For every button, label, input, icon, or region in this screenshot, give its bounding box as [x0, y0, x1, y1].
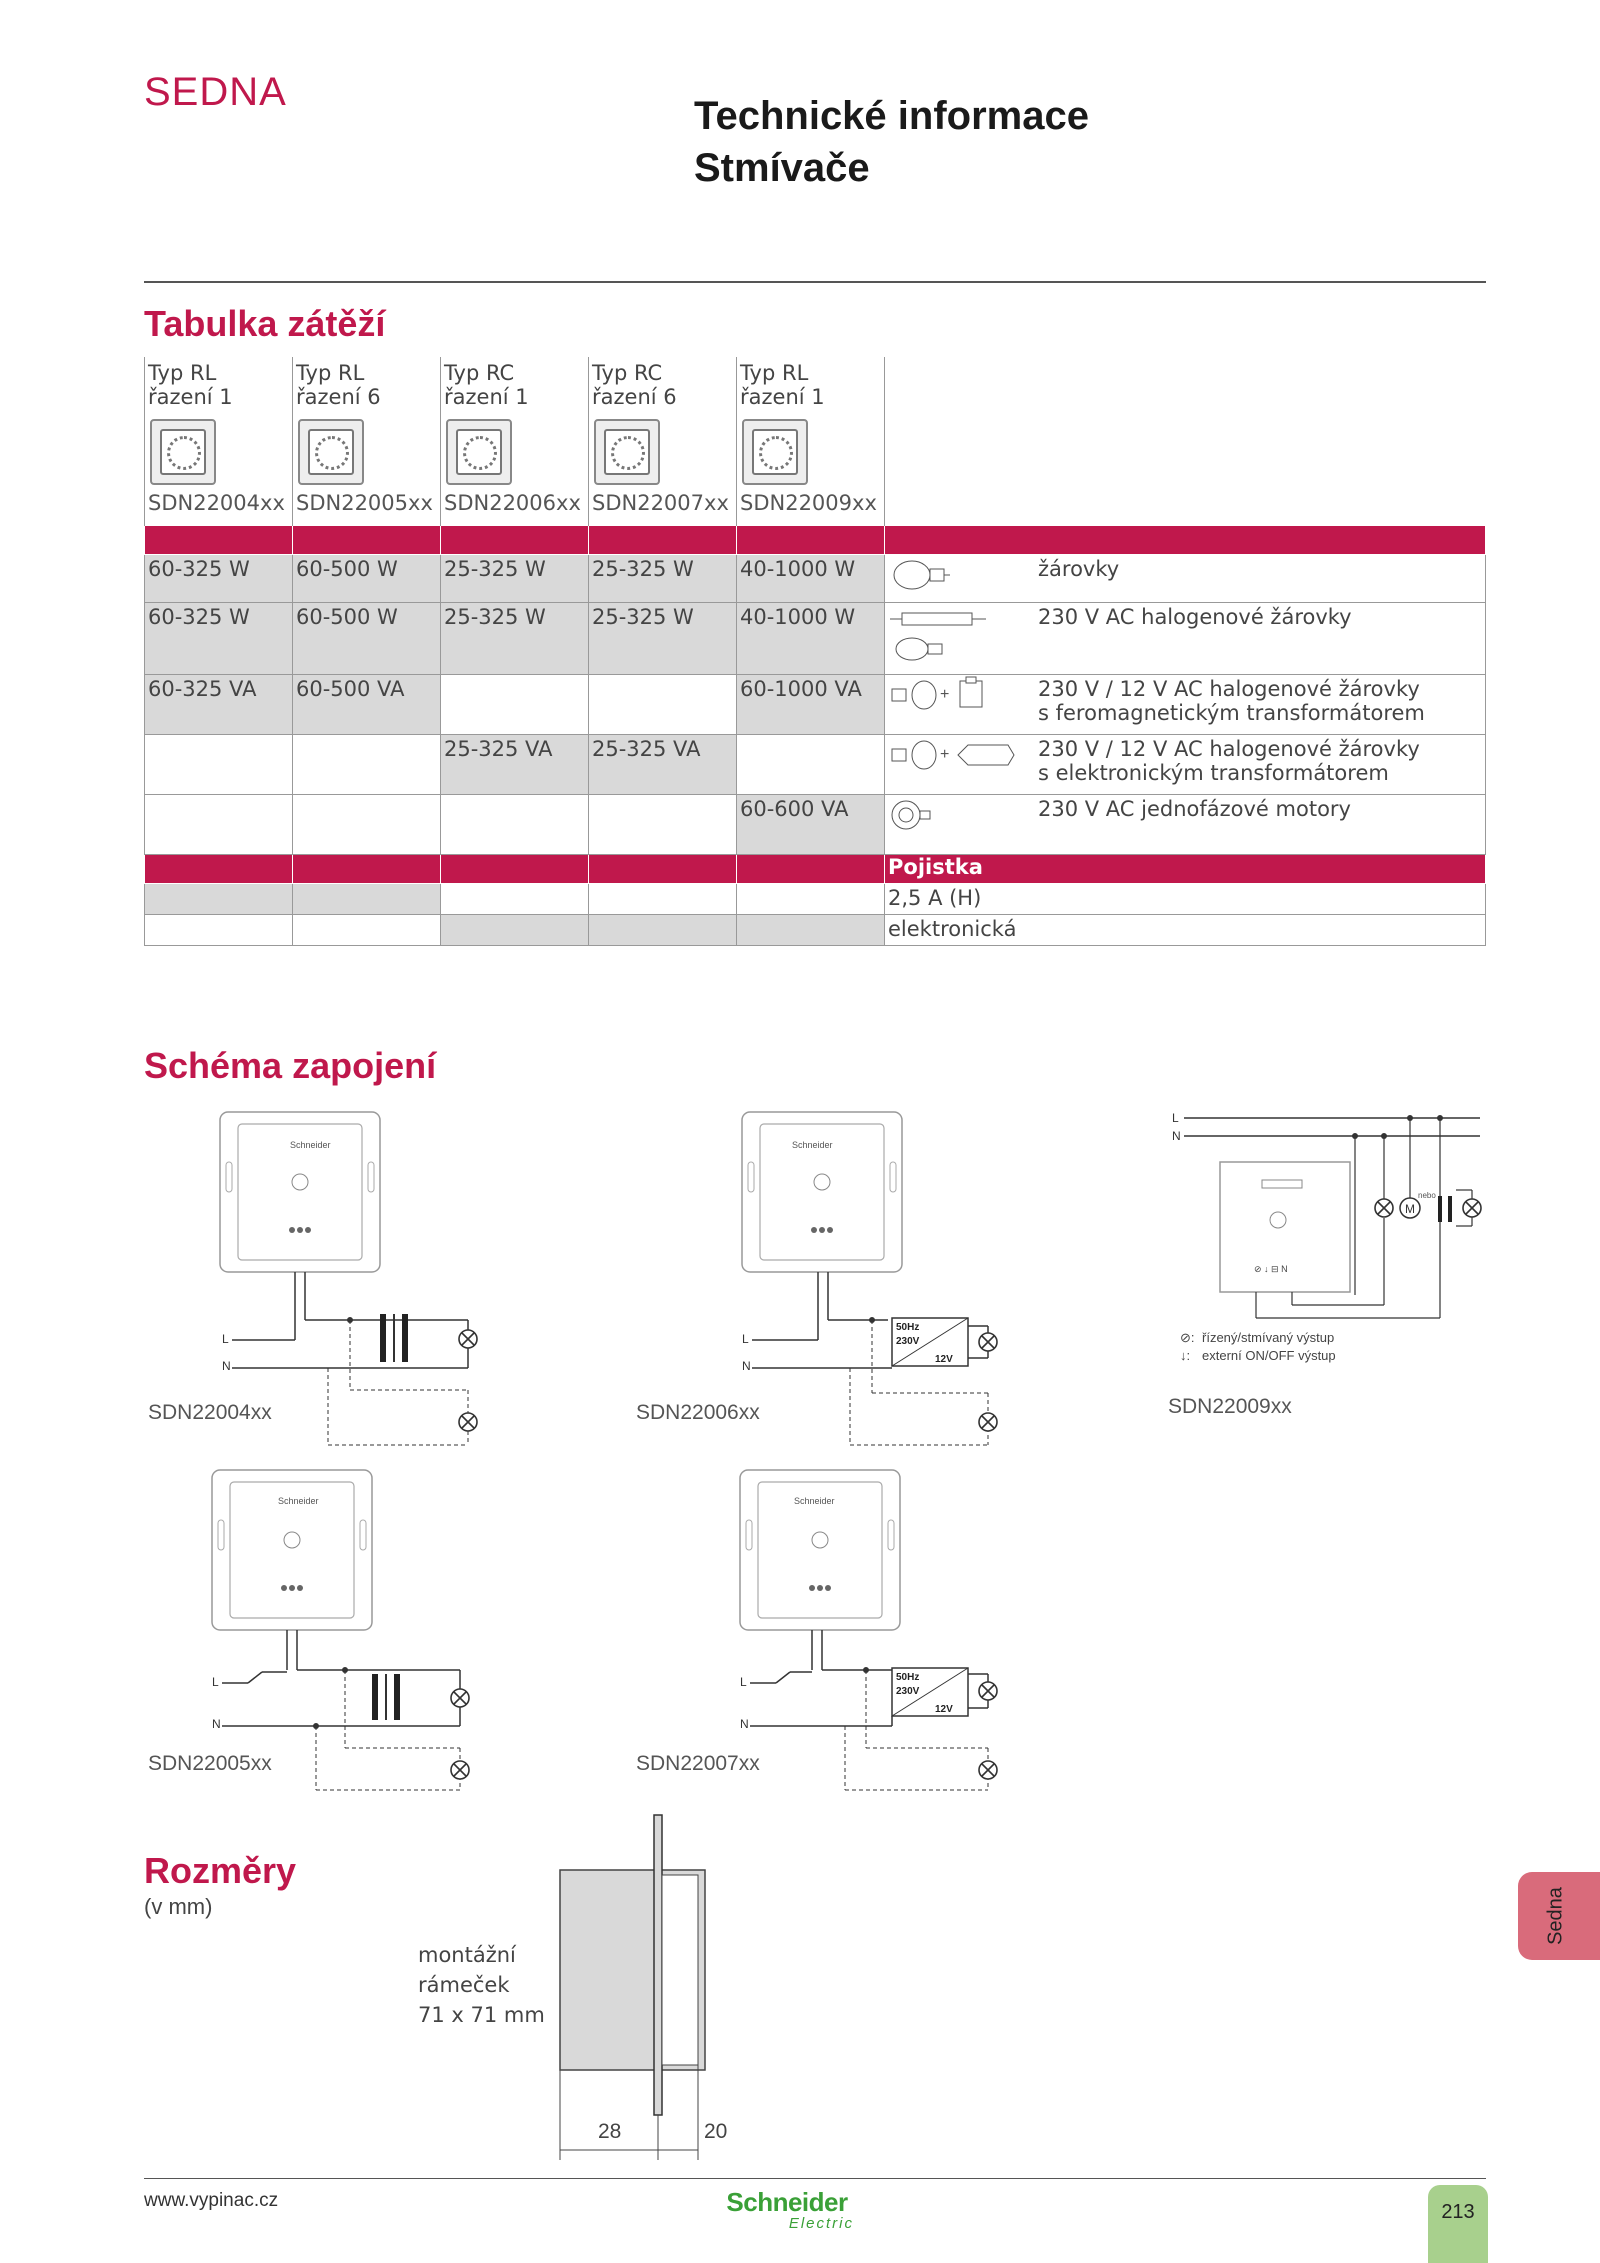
load-value — [441, 795, 589, 855]
load-value: 60-600 VA — [737, 795, 885, 855]
svg-text:M: M — [1405, 1202, 1415, 1216]
svg-text:Schneider: Schneider — [278, 1496, 319, 1506]
dimension-drawing — [550, 1815, 728, 2160]
load-header-bar — [145, 526, 1486, 555]
table-row — [145, 675, 1486, 735]
diagram-sdn22004 — [220, 1112, 477, 1445]
svg-text:L: L — [212, 1675, 219, 1689]
column-header-5 — [737, 357, 885, 526]
load-description: 230 V AC jednofázové motory — [885, 795, 1486, 855]
load-value — [589, 675, 737, 735]
load-value: 25-325 VA — [589, 735, 737, 795]
load-value: 60-500 VA — [293, 675, 441, 735]
load-table-heading: Tabulka zátěží — [144, 303, 386, 344]
dimensions-heading: Rozměry — [144, 1850, 297, 1891]
svg-text:Schneider: Schneider — [290, 1140, 331, 1150]
frame-caption: montážní rámeček 71 x 71 mm — [418, 1943, 545, 2027]
diagram-label-sdn22009: SDN22009xx — [1168, 1395, 1292, 1418]
brand-name: SEDNA — [144, 70, 287, 114]
column-mode: řazení 1 — [148, 385, 233, 409]
diagram-sdn22006 — [742, 1112, 997, 1445]
column-mode: řazení 6 — [296, 385, 381, 409]
dimmer-icon — [446, 419, 512, 485]
title-line-1: Technické informace — [694, 94, 1089, 138]
fuse-header-bar — [145, 855, 1486, 884]
table-row — [145, 795, 1486, 855]
svg-text:⊘:: ⊘: — [1180, 1330, 1195, 1345]
load-value: 60-325 W — [145, 603, 293, 675]
dimmer-icon — [150, 419, 216, 485]
column-mode: řazení 1 — [444, 385, 529, 409]
diagram-label-sdn22004: SDN22004xx — [148, 1401, 272, 1424]
svg-text:N: N — [212, 1717, 221, 1731]
load-value — [145, 795, 293, 855]
svg-text:N: N — [1172, 1129, 1181, 1143]
load-value: 25-325 W — [441, 555, 589, 603]
load-value: 25-325 VA — [441, 735, 589, 795]
dimmer-icon — [298, 419, 364, 485]
diagram-label-sdn22007: SDN22007xx — [636, 1752, 760, 1775]
load-value: 60-500 W — [293, 603, 441, 675]
svg-text:Schneider: Schneider — [794, 1496, 835, 1506]
wiring-heading: Schéma zapojení — [144, 1045, 437, 1086]
svg-text:12V: 12V — [935, 1354, 953, 1365]
column-code: SDN22004xx — [148, 491, 285, 515]
svg-text:+: + — [940, 686, 950, 703]
diagram-label-sdn22005: SDN22005xx — [148, 1752, 272, 1775]
column-code: SDN22005xx — [296, 491, 433, 515]
load-description: + 230 V / 12 V AC halogenové žárovky s elektronickým transformátorem — [885, 735, 1486, 795]
side-tab-label: Sedna — [1544, 1887, 1567, 1945]
column-type: Typ RL — [296, 361, 365, 385]
column-code: SDN22006xx — [444, 491, 581, 515]
incandescent-bulb-icon — [888, 557, 1028, 598]
svg-text:L: L — [1172, 1111, 1179, 1125]
svg-text:L: L — [222, 1332, 229, 1346]
load-value — [145, 735, 293, 795]
load-value: 40-1000 W — [737, 555, 885, 603]
dimmer-icon — [594, 419, 660, 485]
load-value — [589, 795, 737, 855]
load-value: 60-325 VA — [145, 675, 293, 735]
column-header-3 — [441, 357, 589, 526]
svg-text:Schneider: Schneider — [792, 1140, 833, 1150]
load-value: 60-1000 VA — [737, 675, 885, 735]
column-mode: řazení 6 — [592, 385, 677, 409]
page-number: 213 — [1428, 2185, 1488, 2263]
table-row — [145, 603, 1486, 675]
load-value: 60-325 W — [145, 555, 293, 603]
title-line-2: Stmívače — [694, 146, 870, 190]
svg-text:N: N — [742, 1359, 751, 1373]
load-description: žárovky — [885, 555, 1486, 603]
svg-text:nebo: nebo — [1418, 1191, 1436, 1200]
load-value — [737, 735, 885, 795]
column-code: SDN22007xx — [592, 491, 729, 515]
footer-url[interactable]: www.vypinac.cz — [144, 2190, 279, 2211]
fuse-label: elektronická — [885, 915, 1486, 946]
column-header-2 — [293, 357, 441, 526]
load-value: 25-325 W — [589, 603, 737, 675]
table-row — [145, 735, 1486, 795]
diagram-sdn22005 — [212, 1470, 469, 1790]
halogen-lamp-icon — [888, 605, 1028, 670]
diagram-sdn22009 — [1172, 1111, 1481, 1363]
column-type: Typ RC — [592, 361, 663, 385]
column-type: Typ RL — [148, 361, 217, 385]
schneider-logo: Schneider Electric — [726, 2187, 854, 2232]
load-value — [293, 795, 441, 855]
svg-text:L: L — [742, 1332, 749, 1346]
column-mode: řazení 1 — [740, 385, 825, 409]
svg-text:⊘ ↓ ⊟ N: ⊘ ↓ ⊟ N — [1254, 1264, 1288, 1274]
svg-text:50Hz: 50Hz — [896, 1672, 920, 1683]
dimensions-unit: (v mm) — [144, 1894, 213, 1919]
dim-back-depth: 28 — [598, 2120, 622, 2143]
load-value — [441, 675, 589, 735]
column-type: Typ RL — [740, 361, 809, 385]
svg-text:230V: 230V — [896, 1336, 920, 1347]
load-description: 230 V AC halogenové žárovky — [885, 603, 1486, 675]
svg-text:L: L — [740, 1675, 747, 1689]
fuse-label: 2,5 A (H) — [885, 884, 1486, 915]
motor-icon — [888, 797, 1028, 838]
load-value: 25-325 W — [441, 603, 589, 675]
column-type: Typ RC — [444, 361, 515, 385]
column-header-4 — [589, 357, 737, 526]
fuse-heading: Pojistka — [885, 855, 1486, 884]
column-code: SDN22009xx — [740, 491, 877, 515]
load-value — [293, 735, 441, 795]
svg-text:N: N — [740, 1717, 749, 1731]
load-value: 60-500 W — [293, 555, 441, 603]
diagram-sdn22007 — [740, 1470, 997, 1790]
electronic-transformer-icon — [888, 737, 1028, 778]
page-title — [694, 90, 1089, 194]
footer-divider — [144, 2178, 1486, 2179]
load-value: 25-325 W — [589, 555, 737, 603]
svg-text:50Hz: 50Hz — [896, 1322, 920, 1333]
load-value: 40-1000 W — [737, 603, 885, 675]
wiring-diagrams — [0, 1090, 1600, 1830]
header-divider — [144, 281, 1486, 283]
svg-text:N: N — [222, 1359, 231, 1373]
side-tab[interactable] — [1518, 1872, 1600, 1960]
fuse-row — [145, 884, 1486, 915]
column-header-1 — [145, 357, 293, 526]
load-description: + 230 V / 12 V AC halogenové žárovky s feromagnetickým transformátorem — [885, 675, 1486, 735]
svg-text:230V: 230V — [896, 1686, 920, 1697]
svg-text:+: + — [940, 746, 950, 763]
load-table — [144, 357, 1486, 946]
legend-dimmed-output: řízený/stmívaný výstup — [1202, 1330, 1335, 1345]
fuse-row — [145, 915, 1486, 946]
svg-text:↓:: ↓: — [1180, 1348, 1191, 1363]
table-row — [145, 555, 1486, 603]
dim-front-depth: 20 — [704, 2120, 728, 2143]
dimmer-icon — [742, 419, 808, 485]
legend-onoff-output: externí ON/OFF výstup — [1202, 1348, 1336, 1363]
ferromagnetic-transformer-icon — [888, 677, 1028, 718]
svg-text:12V: 12V — [935, 1704, 953, 1715]
diagram-label-sdn22006: SDN22006xx — [636, 1401, 760, 1424]
